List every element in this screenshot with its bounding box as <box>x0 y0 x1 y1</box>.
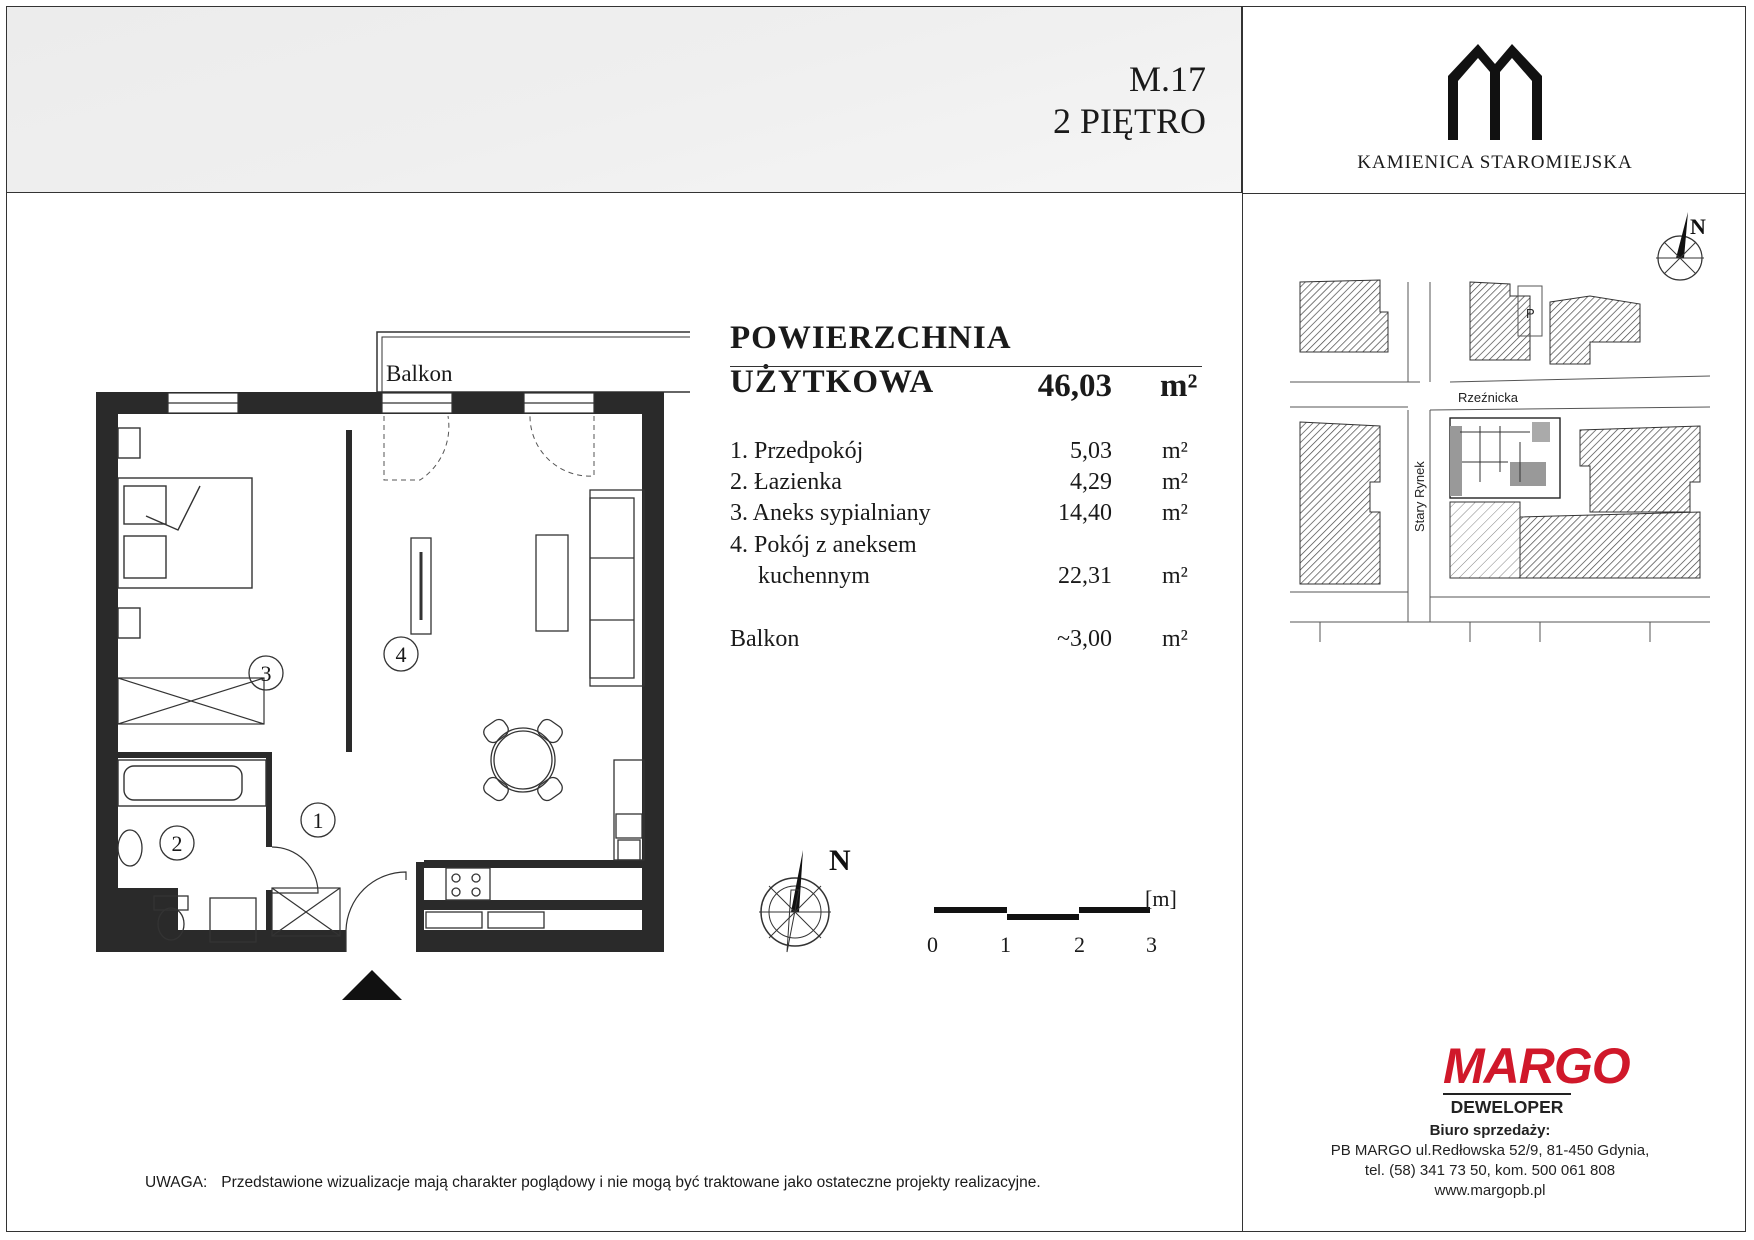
scale-tick-1: 1 <box>1000 932 1011 957</box>
wardrobe <box>118 678 264 724</box>
entrance-arrow-icon <box>342 970 402 1000</box>
plan-balcony-label: Balkon <box>386 361 453 386</box>
sofa <box>590 490 644 686</box>
right-divider <box>1242 193 1745 194</box>
room-3-number: 3 <box>260 661 272 686</box>
room-4-unit: m² <box>1162 563 1188 589</box>
disclaimer-text: Przedstawione wizualizacje mają charakter poglądowy i nie mogą być traktowane jako ostateczne projekty realizacyjne. <box>221 1174 1041 1191</box>
room-2-value: 4,29 <box>1070 469 1112 495</box>
north-arrow-icon <box>755 840 865 960</box>
disclaimer <box>145 1174 1055 1192</box>
office-address: PB MARGO ul.Redłowska 52/9, 81-450 Gdynia, <box>1330 1142 1650 1159</box>
north-label: N <box>829 844 851 877</box>
room-1-unit: m² <box>1162 438 1188 464</box>
website-link[interactable]: www.margopb.pl <box>1434 1182 1546 1199</box>
scale-tick-0: 0 <box>927 932 938 957</box>
room-3-value: 14,40 <box>1058 500 1112 526</box>
coffee-table <box>536 535 568 631</box>
parking-label: P <box>1526 306 1535 321</box>
scale-bar <box>930 905 1150 925</box>
room-4-label-cont: kuchennym <box>758 563 870 589</box>
walls <box>96 392 664 952</box>
highlighted-building <box>1450 418 1560 498</box>
room-numbers <box>160 637 418 860</box>
area-total-value: 46,03 <box>1037 368 1112 404</box>
scale-unit: [m] <box>1145 886 1177 911</box>
room-4-number: 4 <box>395 642 407 667</box>
brand-name: KAMIENICA STAROMIEJSKA <box>1357 152 1633 173</box>
street-rzeznicka: Rzeźnicka <box>1458 390 1518 405</box>
balcony-value: ~3,00 <box>1057 626 1112 652</box>
scale-tick-3: 3 <box>1146 932 1157 957</box>
room-3-label: 3. Aneks sypialniany <box>730 500 931 526</box>
site-map <box>1290 212 1710 652</box>
room-2-unit: m² <box>1162 469 1188 495</box>
office-label: Biuro sprzedaży: <box>1429 1122 1551 1139</box>
room-4-label: 4. Pokój z aneksem <box>730 532 917 558</box>
area-title-line2: UŻYTKOWA <box>730 364 935 400</box>
area-title-line1: POWIERZCHNIA <box>730 320 1012 356</box>
disclaimer-prefix: UWAGA: <box>145 1174 208 1191</box>
area-total-unit: m² <box>1160 368 1198 404</box>
dining-table <box>481 717 565 804</box>
street-stary-rynek: Stary Rynek <box>1412 461 1427 532</box>
bathroom-door <box>272 847 318 893</box>
floor-label: 2 PIĘTRO <box>1053 101 1206 141</box>
balcony-doors <box>384 416 594 480</box>
brand-logo-icon <box>1440 36 1550 144</box>
room-2-number: 2 <box>171 831 183 856</box>
site-north-label: N <box>1690 214 1706 239</box>
room-3-unit: m² <box>1162 500 1188 526</box>
office-phone: tel. (58) 341 73 50, kom. 500 061 808 <box>1364 1162 1616 1179</box>
balcony-unit: m² <box>1162 626 1188 652</box>
room-2-label: 2. Łazienka <box>730 469 842 495</box>
room-1-label: 1. Przedpokój <box>730 438 864 464</box>
developer-logo: MARGO <box>1443 1038 1630 1094</box>
hall-closet <box>272 888 340 936</box>
balcony-label: Balkon <box>730 626 800 652</box>
unit-number: M.17 <box>1128 59 1206 99</box>
entrance-door <box>346 872 406 952</box>
site-north-arrow-icon <box>1656 212 1706 280</box>
floor-plan <box>90 320 690 1000</box>
room-4-value: 22,31 <box>1058 563 1112 589</box>
scale-tick-2: 2 <box>1074 932 1085 957</box>
area-title-rule <box>730 366 1202 367</box>
room-1-value: 5,03 <box>1070 438 1112 464</box>
vertical-divider <box>1242 7 1243 1231</box>
developer-sub: DEWELOPER <box>1443 1093 1571 1118</box>
bed <box>118 428 252 638</box>
room-1-number: 1 <box>312 808 324 833</box>
bathtub <box>118 760 266 806</box>
